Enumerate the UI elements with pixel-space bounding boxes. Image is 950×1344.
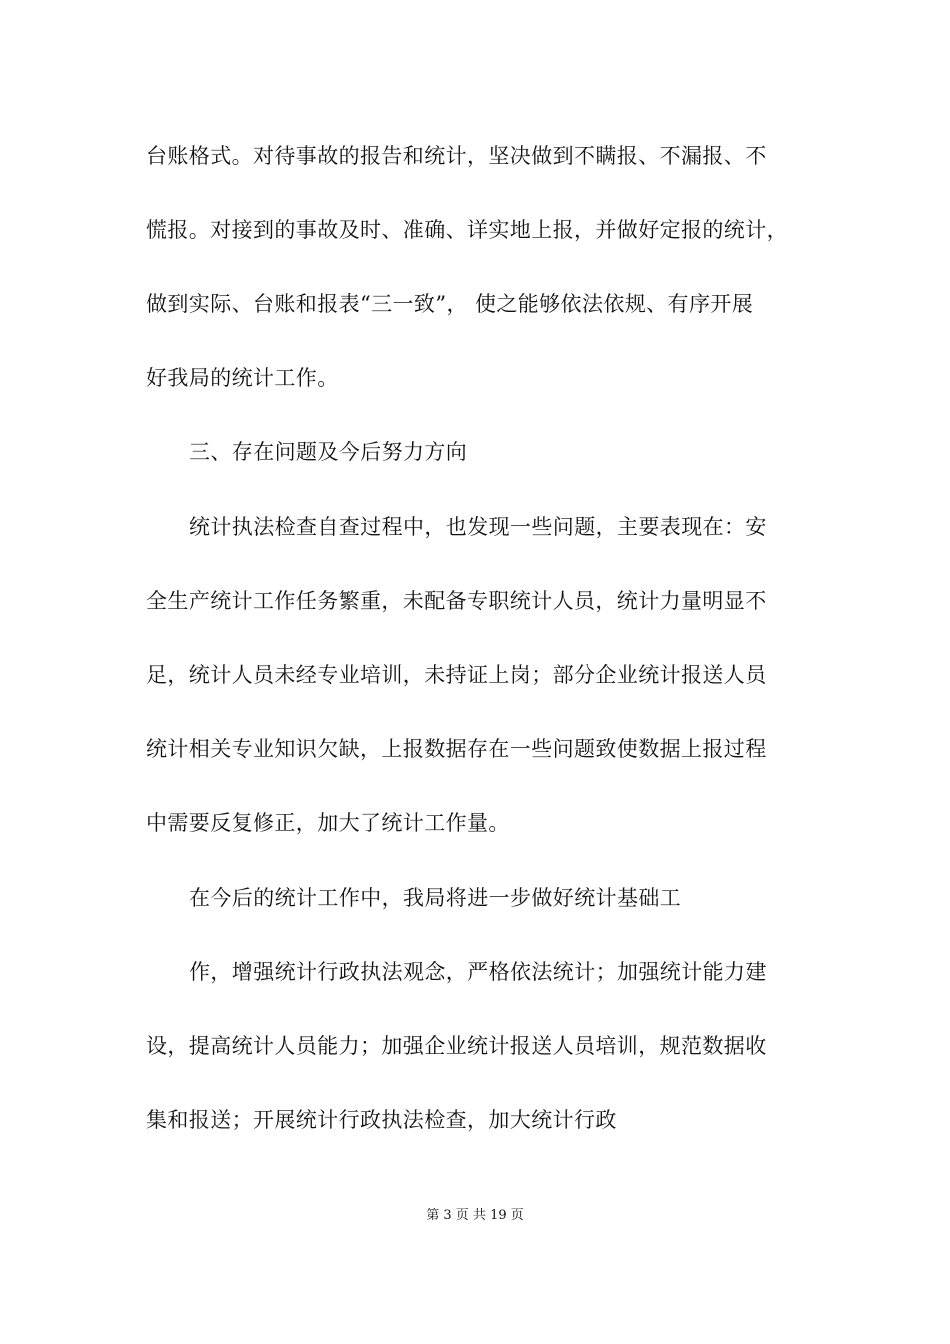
text-line-3: 做到实际、台账和报表“三一致”， 使之能够依法依规、有序开展 (146, 292, 754, 316)
page-footer (0, 1207, 950, 1225)
footer-middle: 页 共 (455, 1208, 486, 1223)
text-line-8: 足，统计人员未经专业培训，未持证上岗；部分企业统计报送人员 (146, 663, 767, 687)
text-line-10: 中需要反复修正，加大了统计工作量。 (146, 811, 510, 835)
footer-prefix: 第 (426, 1208, 440, 1223)
footer-current-page: 3 (443, 1208, 452, 1223)
text-line-13: 设，提高统计人员能力；加强企业统计报送人员培训，规范数据收 (146, 1034, 767, 1058)
text-line-2: 慌报。对接到的事故及时、准确、详实地上报，并做好定报的统计， (146, 218, 788, 242)
text-line-6: 统计执法检查自查过程中，也发现一些问题，主要表现在：安 (189, 515, 767, 539)
text-line-4: 好我局的统计工作。 (146, 366, 339, 390)
text-line-7: 全生产统计工作任务繁重，未配备专职统计人员，统计力量明显不 (146, 589, 767, 613)
text-line-1: 台账格式。对待事故的报告和统计，坚决做到不瞒报、不漏报、不 (146, 144, 767, 168)
text-line-11: 在今后的统计工作中，我局将进一步做好统计基础工 (189, 886, 682, 910)
text-line-9: 统计相关专业知识欠缺，上报数据存在一些问题致使数据上报过程 (146, 737, 767, 761)
text-line-12: 作，增强统计行政执法观念，严格依法统计；加强统计能力建 (189, 960, 767, 984)
section-heading: 三、存在问题及今后努力方向 (189, 440, 468, 464)
text-line-14: 集和报送；开展统计行政执法检查，加大统计行政 (146, 1108, 617, 1132)
footer-total-pages: 19 (490, 1208, 507, 1223)
footer-suffix: 页 (510, 1208, 524, 1223)
